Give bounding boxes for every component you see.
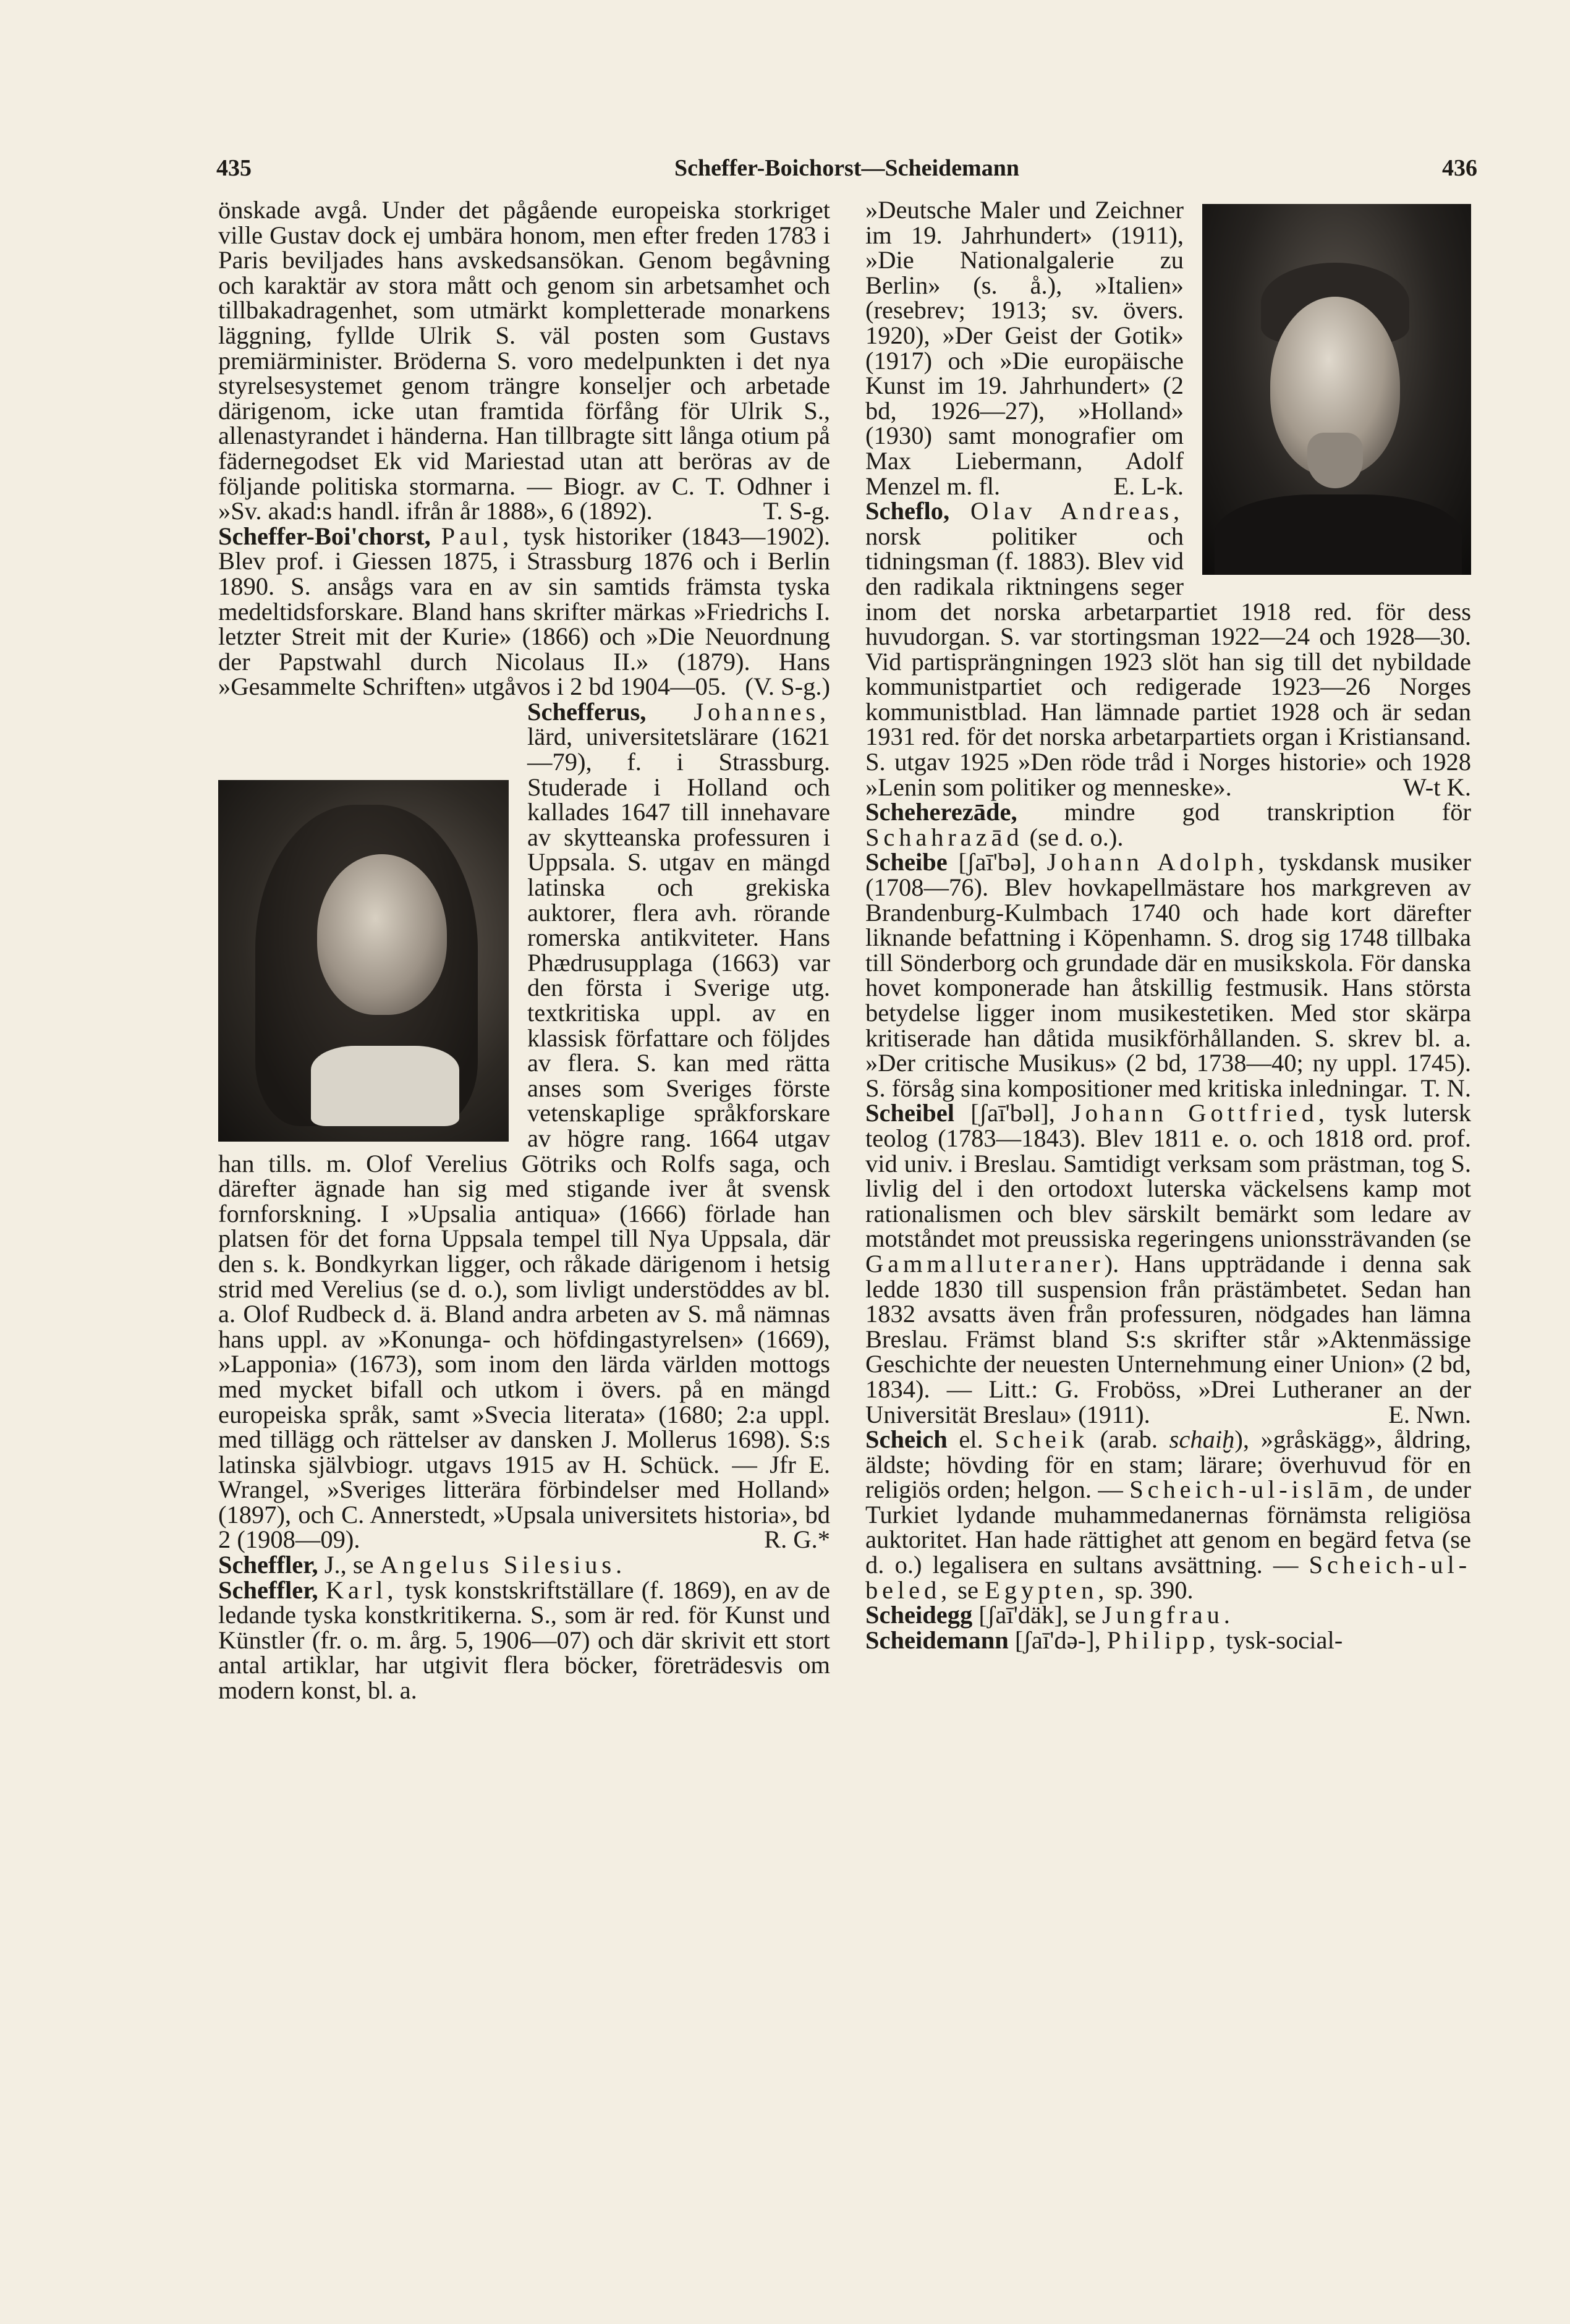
entry-scheffler-j	[218, 1553, 830, 1578]
entry-text: norsk politiker och tidningsman (f. 1883). Blev vid den radikala riktningens seger inom det norska arbetarpartiet 1918 red. för dess huvudorgan. S. var stortingsman 1922—24 och 1928—30. Vid partisprängningen 1923 slöt han sig till det nybildade kommunistpartiet och redigerade 1923—26 Norges kommunistblad. Han lämnade partiet 1928 och är sedan 1931 red. för det norska arbetarpartiets organ i Kristiansand. S. utgav 1925 »Den röde tråd i Norges historie» och 1928 »Lenin som politiker og menneske».	[865, 522, 1471, 801]
entry-headword: Scheffler,	[218, 1575, 318, 1604]
paragraph-text: »Deutsche Maler und Zeichner im 19. Jahrhundert» (1911), »Die Nationalgalerie zu Berlin» (s. å.), »Italien» (resebrev; 1913; sv. övers. 1920), »Der Geist der Gotik» (1917) och »Die europäische Kunst im 19. Jahrhundert» (2 bd, 1926—27), »Holland» (1930) samt monografier om Max Liebermann, Adolf Menzel m. fl.	[865, 196, 1184, 500]
entry-scheich	[865, 1427, 1471, 1603]
page-number-left: 435	[216, 155, 252, 181]
entry-text: de under Turkiet lydande muhammedanernas förnämsta religiösa auktoritet. Han hade rättighet att genom en begärd fetva (se d. o.) legalisera en sultans avsättning. —	[865, 1475, 1471, 1579]
entry-text: (arab.	[1088, 1425, 1169, 1454]
entry-text: lärd, universitetslärare (1621—79), f. i Strassburg. Studerade i Holland och kallades 1647 till innehavare av skytteanska professuren i Uppsala. S. utgav en mängd latinska och grekiska auktorer, flera avh. rörande romerska antikviteter. Hans Phædrusupplaga (1663) var den första i Sverige utg. textkritiska uppl. av en klassisk författare och följdes av flera. S. kan med rätta anses som Sveriges förste vetenskaplige språkforskare av högre rang. 1664 utgav han tills. m. Olof Verelius Götriks och Rolfs saga, och därefter ägnade han sig med stigande iver åt svensk fornforskning. I »Upsalia antiqua» (1666) förlade han platsen för det forna Uppsala tempel till Nya Uppsala, där den s. k. Bondkyrkan ligger, och råkade därigenom i hetsig strid med Verelius (se d. o.), som livligt understöddes av bl. a. Olof Rudbeck d. ä. Bland andra arbeten av S. må nämnas hans uppl. av »Konunga- och höfdingastyrelsen» (1669), »Lapponia» (1673), som inom den lärda världen mottogs med mycket bifall och utkom i övers. på en mängd europeiska språk, samt »Svecia literata» (1680; 2:a uppl. med tillägg och rättelser av dansken J. Mollerus 1698). S:s latinska självbiogr. utgavs 1915 av H. Schück. — Jfr E. Wrangel, »Sveriges litterära förbindelser med Holland» (1897), och C. Annerstedt, »Upsala universitets historia», bd 2 (1908—09).	[218, 723, 830, 1554]
entry-headword: Scheibe	[865, 848, 948, 876]
paragraph-text: önskade avgå. Under det pågående europeiska storkriget ville Gustav dock ej umbära honom, men efter freden 1783 i Paris beviljades hans avskedsansökan. Genom begåvning och karaktär av stora mått och genom sin arbetsamhet och tillbakadragenhet, som utmärkt kompletterade monarkens läggning, fyllde Ulrik S. väl posten som Gustavs premiärminister. Bröderna S. voro medelpunkten i det nya styrelsesystemet genom trängre konseljer och arbetade därigenom, icke utan framtida förfång för Ulrik S., allenastyrandet i händerna. Han tillbragte sitt långa otium på fädernegodset Ek vid Mariestad utan att beröras av de följande politiska stormarna. — Biogr. av C. T. Odhner i »Sv. akad:s handl. ifrån år 1888», 6 (1892).	[218, 196, 830, 525]
author-signature: R. G.*	[764, 1525, 830, 1554]
cross-reference: Egypten,	[985, 1575, 1109, 1604]
entry-scheibe	[865, 850, 1471, 1101]
entry-text: se	[951, 1575, 985, 1604]
cross-reference: Jungfrau.	[1101, 1601, 1234, 1629]
entry-text: J., se	[318, 1551, 380, 1579]
entry-headword: Scheibel	[865, 1099, 955, 1127]
entry-headword: Scheflo,	[865, 497, 950, 525]
author-signature: T. N.	[1420, 1074, 1471, 1102]
entry-text: tyskdansk musiker (1708—76). Blev hovkapellmästare hos markgreven av Brandenburg-Kulmbach 1740 och hade kort därefter liknande befattning i Köpenhamn. S. drog sig 1748 tillbaka till Sönderborg och grundade där en musikskola. För danska hovet komponerade han åtskillig festmusik. Hans största betydelse ligger inom musikestetiken. Med stor skärpa kritiserade han dåtida musikförhållanden. S. skrev bl. a. »Der critische Musikus» (2 bd, 1738—40; ny uppl. 1745). S. försåg sina kompositioner med kritiska inledningar.	[865, 848, 1471, 1102]
sub-headword: Scheich-ul-beled,	[865, 1551, 1471, 1604]
entry-text: mindre god transkription för	[1017, 798, 1471, 826]
author-signature: T. S-g.	[763, 497, 830, 525]
sub-headword: Scheich-ul-islām,	[1129, 1475, 1378, 1504]
entry-text: tysk historiker (1843—1902). Blev prof. i Giessen 1875, i Strassburg 1876 och i Berlin 1890. S. ansågs vara en av sin samtids främsta tyska medeltidsforskare. Bland hans skrifter märkas »Friedrichs I. letzter Streit mit der Kurie» (1866) och »Die Neuordnung der Papstwahl durch Nicolaus II.» (1879). Hans »Gesammelte Schriften» utgåvos i 2 bd 1904—05.	[218, 522, 830, 701]
author-signature: E. Nwn.	[1388, 1400, 1471, 1428]
entry-scheidemann	[865, 1628, 1471, 1653]
pronunciation: [ʃaī'də-],	[1008, 1626, 1107, 1654]
continued-paragraph	[218, 198, 830, 524]
left-column	[218, 198, 830, 2262]
entry-given-name: Olav Andreas,	[970, 497, 1184, 525]
cross-reference: Gammalluteraner	[865, 1249, 1105, 1278]
entry-scheherezade	[865, 800, 1471, 850]
entry-text: ). Hans uppträdande i denna sak ledde 1830 till suspension från prästämbetet. Sedan han 1832 avsatts även från professuren, nödgades han lämna Breslau. Främst bland S:s skrifter står »Aktenmässige Geschichte der neuesten Unternehmung einer Union» (2 bd, 1834). — Litt.: G. Froböss, »Drei Lutheraner an der Universität Breslau» (1911).	[865, 1249, 1471, 1428]
portrait-photo-schefferus	[218, 780, 509, 1142]
entry-headword: Scheherezāde,	[865, 798, 1017, 826]
entry-headword: Scheich	[865, 1425, 948, 1454]
entry-given-name: Karl,	[325, 1575, 398, 1604]
author-signature: W-t K.	[1402, 773, 1471, 801]
pronunciation: [ʃaī'däk], se	[972, 1601, 1102, 1629]
right-column	[865, 198, 1471, 2262]
pronunciation: [ʃaī'bəl],	[954, 1099, 1072, 1127]
page-number-right: 436	[1442, 155, 1477, 181]
entry-given-name: Johannes,	[694, 697, 830, 726]
running-title: Scheffer-Boichorst—Scheidemann	[674, 155, 1019, 181]
entry-schefferus	[218, 697, 830, 1554]
entry-headword: Scheffer-Boi'chorst,	[218, 522, 431, 550]
entry-text: tysk konstskriftställare (f. 1869), en av de ledande tyska konstkritikerna. S., som är red. för Kunst und Künstler (fr. o. m. årg. 5, 1906—07) och där skrivit ett stort antal artiklar, har utgivit flera böcker, företrädesvis om modern konst, bl. a.	[218, 1575, 831, 1705]
entry-scheffler-karl	[218, 1575, 831, 1705]
entry-text: el.	[947, 1425, 995, 1454]
entry-text: tysk-social-	[1220, 1626, 1343, 1654]
entry-text: sp. 390.	[1108, 1575, 1194, 1604]
arabic-term: schaiḫ	[1169, 1425, 1235, 1454]
author-signature: E. L-k.	[1113, 472, 1184, 500]
entry-headword: Scheidegg	[865, 1601, 973, 1629]
pronunciation: [ʃaī'bə],	[947, 848, 1047, 876]
portrait-photo-scheffler	[1202, 204, 1471, 575]
cross-reference: Schahrazād	[865, 823, 1024, 851]
entry-headword: Scheidemann	[865, 1626, 1009, 1654]
author-signature: (V. S-g.)	[745, 672, 830, 701]
entry-text: tysk lutersk teolog (1783—1843). Blev 1811 e. o. och 1818 ord. prof. vid univ. i Breslau. Samtidigt verksam som prästman, tog S. livlig del i den ortodoxt luterska väckelsens kamp mot rationalismen och blev särskilt bemärkt som ledare av motståndet mot preussiska regeringens unionssträvanden (se	[865, 1099, 1471, 1253]
entry-text: ), »gråskägg», åldring, äldste; hövding för en stam; lärare; överhuvud för en religiös orden; helgon. —	[865, 1425, 1471, 1504]
entry-given-name: Philipp,	[1106, 1626, 1220, 1654]
entry-given-name: Johann Gottfried,	[1071, 1099, 1329, 1127]
entry-scheibel	[865, 1101, 1471, 1427]
entry-scheidegg	[865, 1603, 1471, 1628]
entry-headword: Scheffler,	[218, 1551, 318, 1579]
page-header	[216, 155, 1477, 185]
entry-scheffer-boichorst	[218, 524, 830, 700]
entry-text: (se d. o.).	[1023, 823, 1124, 851]
alternate-form: Scheik	[995, 1425, 1088, 1454]
entry-given-name: Johann Adolph,	[1046, 848, 1268, 876]
entry-headword: Schefferus,	[527, 697, 647, 726]
cross-reference: Angelus Silesius.	[380, 1551, 627, 1579]
entry-given-name: Paul,	[441, 522, 514, 550]
